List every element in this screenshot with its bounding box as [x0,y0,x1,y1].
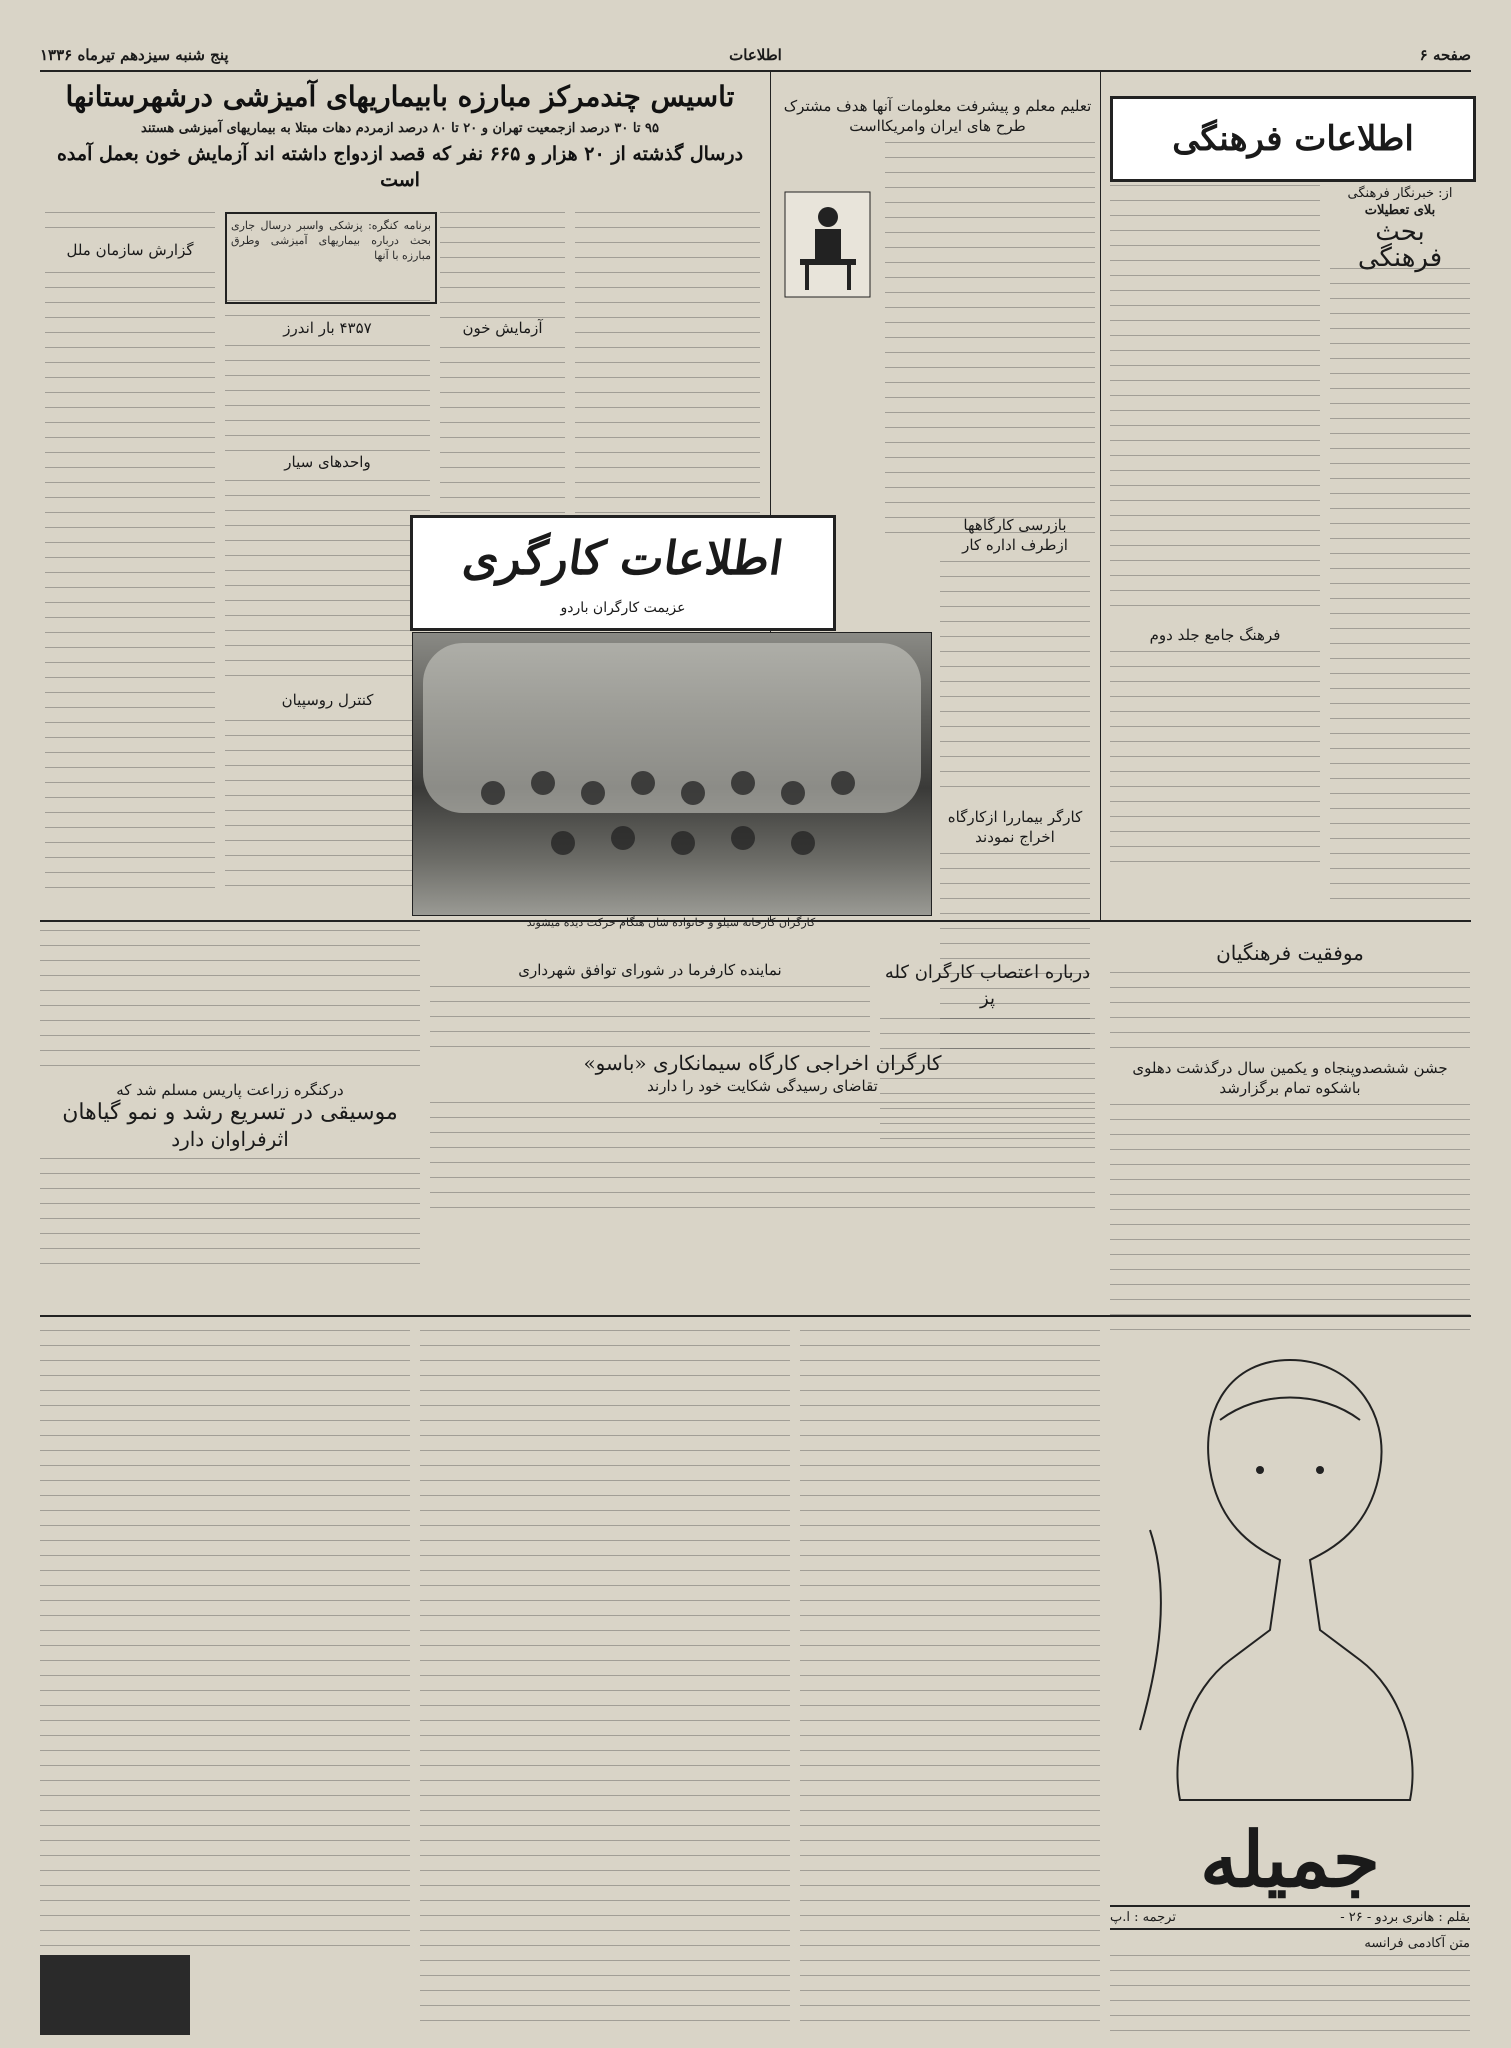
newspaper-name: اطلاعات [729,46,782,64]
teacher-illustration [780,187,875,302]
text-column [940,561,1090,801]
serial-title-block [1110,1815,1470,1904]
success-headline: موفقیت فرهنگیان [1216,941,1364,965]
serial-illustration [1110,1330,1470,1870]
teacher-subheadline: طرح های ایران وامریکااست [849,117,1026,135]
subhead-control: کنترل روسپیان [225,690,430,710]
photo-caption: کارگران کارخانه سیلو و خانواده شان هنگام حرکت دیده میشوند [526,916,816,929]
congress-box [225,212,437,304]
baso-workers [430,1050,1095,1210]
bus-illustration [413,633,931,915]
column-divider [1100,72,1101,922]
employer-rep [430,960,870,1056]
serial-title: جمیله [1200,1815,1380,1904]
labor-logo: اطلاعات کارگری [459,531,787,585]
music-kicker: درکنگره زراعت پاریس مسلم شد که [116,1081,344,1099]
text-column [800,1330,1100,2030]
text-column [40,930,420,1070]
culture-logo: اطلاعات فرهنگی [1172,119,1414,159]
main-subheadline: درسال گذشته از ۲۰ هزار و ۶۶۵ نفر که قصد ازدواج داشته اند آزمایش خون بعمل آمده است [56,143,744,191]
text-column [1110,1104,1470,1334]
subhead-blood-test: آزمایش خون [440,318,565,338]
culture-kicker: از: خبرنگار فرهنگی [1347,186,1453,201]
main-story [40,80,760,193]
labor-side-head2: کارگر بیماررا ازکارگاه اخراج نمودند [947,808,1083,846]
jamila-drawing [1110,1330,1470,1870]
strike-headline: درباره اعتصاب کارگران کله پز [884,962,1091,1009]
employer-headline: نماینده کارفرما در شورای توافق شهرداری [518,961,782,979]
text-column [1110,1955,1470,2035]
teacher-story [780,96,1095,542]
text-column [885,142,1095,542]
culture-kicker-block [1330,185,1470,271]
text-column [1110,972,1470,1052]
labor-subhead: عزیمت کارگران باردو [560,600,686,616]
text-column [40,1330,410,1950]
text-column [1330,268,1470,913]
culture-title: بحث فرهنگی [1357,217,1443,273]
labor-logo-box [410,515,836,631]
culture-logo-box [1110,96,1476,182]
main-kicker: ۹۵ تا ۳۰ درصد ازجمعیت تهران و ۲۰ تا ۸۰ درصد ازمردم دهات مبتلا به بیماریهای آمیزشی هستند [141,121,659,136]
serial-byline: بقلم : هانری بردو - ۲۶ - [1340,1910,1470,1925]
baso-subheadline: تقاضای رسیدگی شکایت خود را دارند [647,1077,878,1095]
text-column [420,1330,790,2030]
subhead-advice: ۴۳۵۷ بار اندرز [225,318,430,338]
text-column [45,212,215,892]
text-column [225,300,430,890]
reversed-text-box [40,1955,190,2035]
culture-sub: بلای تعطیلات [1364,203,1436,218]
section-divider [40,1315,1471,1317]
culture-success [1110,940,1470,1334]
congress-text: برنامه کنگره: پزشکی واسبر درسال جاری بحث درباره بیماریهای آمیزشی وطرق مبارزه با آنها [231,219,431,262]
labor-side-head1: بازرسی کارگاهها ازطرف اداره کار [962,516,1068,554]
serial-translator: ترجمه : ا.پ [1110,1910,1176,1925]
music-sub: اثرفراوان دارد [171,1127,289,1151]
music-story [40,1080,420,1278]
serial-note: متن آکادمی فرانسه [1364,1936,1470,1951]
serial-byline-bar [1110,1905,1470,1930]
dehlavi-headline: جشن ششصدوپنجاه و یکمین سال درگذشت دهلوی باشکوه تمام برگزارشد [1132,1059,1448,1097]
music-headline: موسیقی در تسریع رشد و نمو گیاهان [62,1100,398,1125]
text-column [430,1102,1095,1210]
baso-headline: کارگران اخراجی کارگاه سیمانکاری «باسو» [583,1051,942,1075]
issue-date: پنج شنبه سیزدهم تیرماه ۱۳۳۶ [40,46,229,64]
subhead-mobile-units: واحدهای سیار [225,452,430,472]
text-column [1110,651,1320,871]
text-column [40,1158,420,1278]
teacher-headline: تعلیم معلم و پیشرفت معلومات آنها هدف مشترک [783,97,1092,115]
subhead-un-report: گزارش سازمان ملل [45,240,215,260]
encyclopedia-item [1110,625,1320,871]
main-headline: تاسیس چندمرکز مبارزه بابیماریهای آمیزشی درشهرستانها [65,80,735,113]
text-column [430,986,870,1056]
workers-photo [412,632,932,916]
page-header [40,44,1471,72]
encyclopedia-headline: فرهنگ جامع جلد دوم [1149,626,1281,644]
text-column [1110,185,1320,615]
page-number: صفحه ۶ [1419,46,1471,64]
